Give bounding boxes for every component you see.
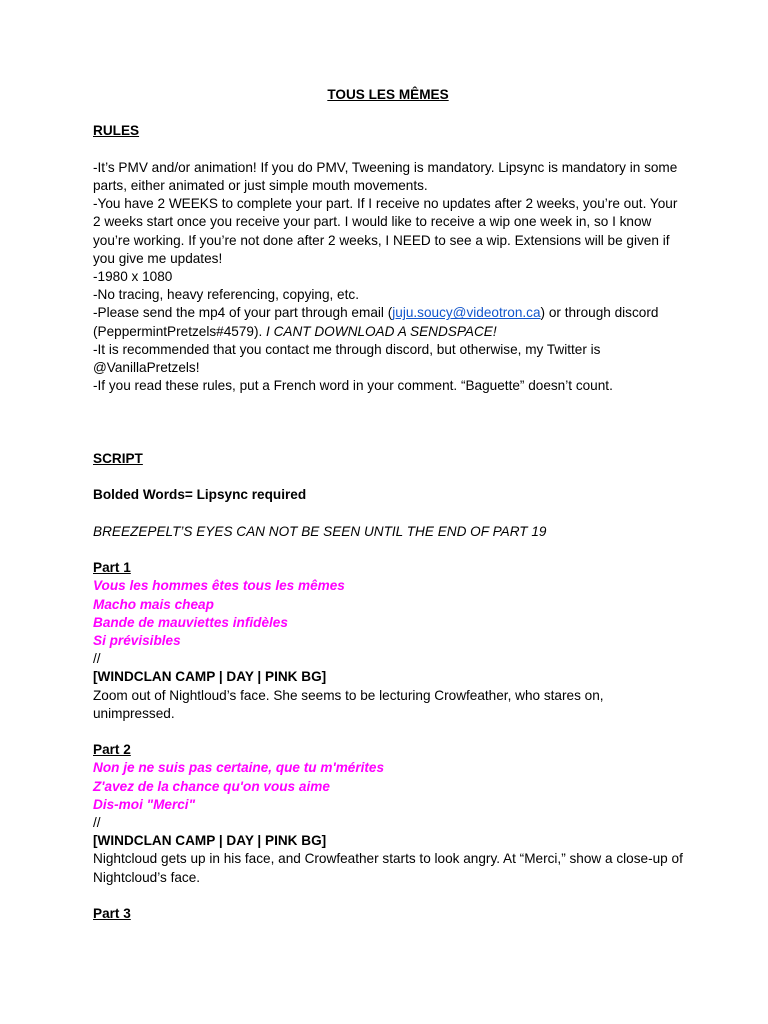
lyric-line: Z'avez de la chance qu'on vous aime: [93, 778, 330, 794]
rules-heading: RULES: [93, 123, 140, 139]
lyric-line: Bande de mauviettes infidèles: [93, 614, 288, 630]
document-body: [93, 86, 683, 923]
rule-item: -No tracing, heavy referencing, copying, etc.: [93, 287, 359, 303]
rule-item-email: [93, 304, 683, 340]
part-label: Part 3: [93, 905, 131, 921]
scene-heading: [WINDCLAN CAMP | DAY | PINK BG]: [93, 833, 327, 849]
lipsync-note: Bolded Words= Lipsync required: [93, 487, 307, 503]
lyric-line: Vous les hommes êtes tous les mêmes: [93, 578, 345, 594]
rule-item: -1980 x 1080: [93, 269, 173, 284]
rule-item: -If you read these rules, put a French word in your comment. “Baguette” doesn’t count.: [93, 378, 613, 394]
lyric-line: Non je ne suis pas certaine, que tu m'mérites: [93, 760, 385, 776]
separator: //: [93, 814, 101, 830]
rule-email-suffix: ) or through discord (PeppermintPretzels#4579).: [93, 305, 659, 339]
sendspace-warning: I CANT DOWNLOAD A SENDSPACE!: [266, 323, 497, 339]
lyric-line: Dis-moi "Merci": [93, 796, 196, 812]
separator: //: [93, 651, 101, 667]
rule-email-prefix: -Please send the mp4 of your part through email (: [93, 305, 393, 321]
scene-description: Zoom out of Nightloud’s face. She seems to be lecturing Crowfeather, who stares on, unimpressed.: [93, 687, 604, 721]
document-title: TOUS LES MÊMES: [327, 87, 449, 102]
eyes-note: BREEZEPELT’S EYES CAN NOT BE SEEN UNTIL THE END OF PART 19: [93, 523, 547, 539]
rule-item: -It’s PMV and/or animation! If you do PMV, Tweening is mandatory. Lipsync is mandatory in some parts, either animated or just simple mouth movements.: [93, 159, 678, 193]
lyric-line: Macho mais cheap: [93, 596, 214, 612]
scene-heading: [WINDCLAN CAMP | DAY | PINK BG]: [93, 669, 327, 685]
email-link[interactable]: juju.soucy@videotron.ca: [392, 305, 541, 321]
script-heading: SCRIPT: [93, 450, 143, 466]
rule-item: -You have 2 WEEKS to complete your part. If I receive no updates after 2 weeks, you’re out. Your 2 weeks start once you receive your part. I would like to receive a wip one week in, so I know you’re working. If you’re not done after 2 weeks, I NEED to see a wip. Extensions will be given if you give me updates!: [93, 196, 678, 266]
part-label: Part 1: [93, 560, 131, 576]
part-label: Part 2: [93, 742, 131, 758]
scene-description: Nightcloud gets up in his face, and Crowfeather starts to look angry. At “Merci,” show a close-up of Nightcloud’s face.: [93, 851, 683, 885]
rule-item: -It is recommended that you contact me through discord, but otherwise, my Twitter is @VanillaPretzels!: [93, 341, 601, 376]
lyric-line: Si prévisibles: [93, 632, 181, 648]
